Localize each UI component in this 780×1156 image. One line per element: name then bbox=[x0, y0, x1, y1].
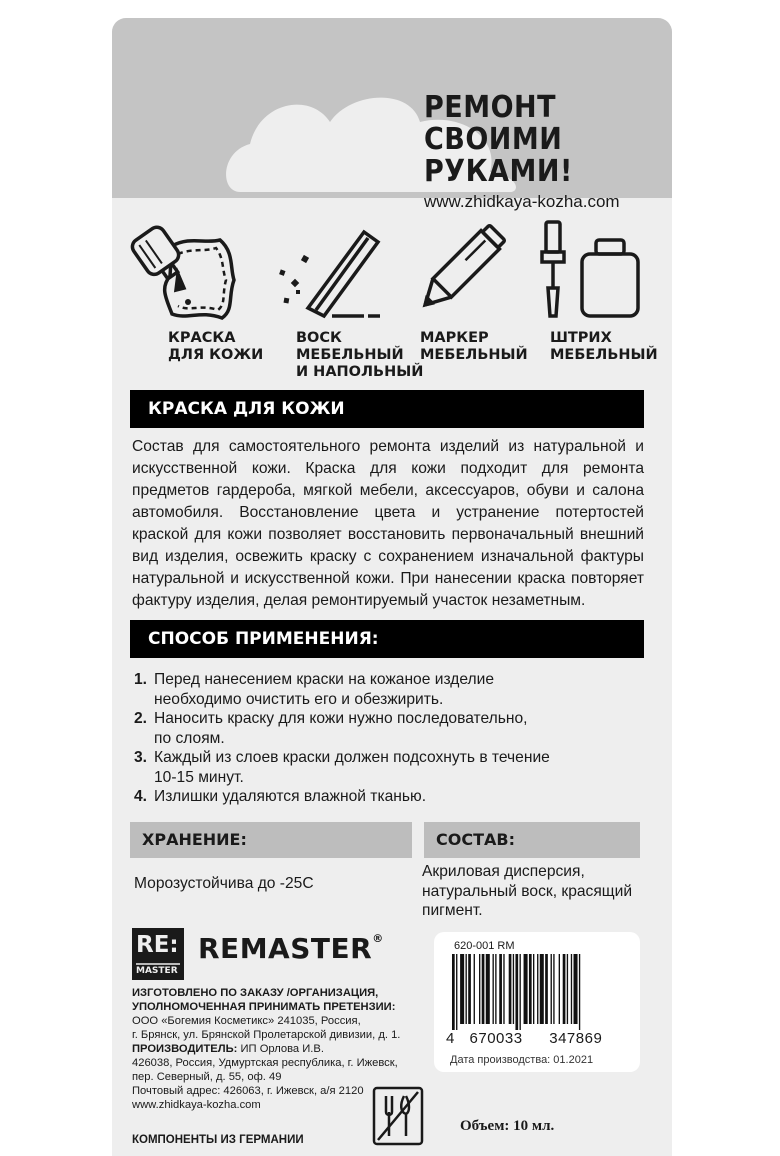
barcode-bar bbox=[551, 954, 552, 1024]
step-item bbox=[134, 748, 654, 787]
barcode-bar bbox=[499, 954, 502, 1024]
barcode-bar bbox=[540, 954, 544, 1024]
legal-line: 426038, Россия, Удмуртская республика, г. Ижевск, bbox=[132, 1057, 398, 1069]
barcode-digit-first: 4 bbox=[446, 1030, 455, 1047]
storage-title-bar: ХРАНЕНИЕ: bbox=[130, 822, 412, 858]
barcode-bar bbox=[533, 954, 534, 1024]
barcode-digits-right: 347869 bbox=[549, 1030, 603, 1047]
barcode-bar bbox=[537, 954, 538, 1024]
barcode-bar bbox=[460, 954, 464, 1024]
barcode-bar bbox=[474, 954, 475, 1024]
barcode-bar bbox=[513, 954, 514, 1024]
step-text: Наносить краску для кожи нужно последовательно, по слоям. bbox=[154, 710, 528, 747]
step-item bbox=[134, 709, 654, 748]
product-description: Состав для самостоятельного ремонта изделий из натуральной и искусственной кожи. Краска для кожи подходит для ремонта предметов гардероба, мягкой мебели, аксессуаров, обуви и салона автомобиля. Восстановление цвета и устранение потертостей краской для кожи позволяет восстановить первоначальный внешний вид изделия, освежить краску с сохранением изначальной фактуры натуральной и искусственной кожи. При нанесении краска повторяет фактуру изделия, делая ремонтируемый участок незаметным. bbox=[132, 438, 644, 609]
legal-line: Почтовый адрес: 426063, г. Ижевск, а/я 2120 bbox=[132, 1085, 364, 1097]
touch-up-bottle-icon bbox=[532, 218, 642, 323]
icon-label-marker: МАРКЕР МЕБЕЛЬНЫЙ bbox=[420, 330, 528, 363]
barcode-bar bbox=[466, 954, 467, 1024]
barcode-bar bbox=[571, 954, 572, 1024]
leather-paint-icon bbox=[130, 218, 240, 323]
step-text: Каждый из слоев краски должен подсохнуть в течение 10-15 минут. bbox=[154, 749, 550, 786]
package-back bbox=[112, 18, 672, 1156]
producer-label: ПРОИЗВОДИТЕЛЬ: bbox=[132, 1043, 238, 1055]
slogan-line-2: СВОИМИ РУКАМИ! bbox=[424, 122, 573, 189]
icon-label-touchup: ШТРИХ МЕБЕЛЬНЫЙ bbox=[550, 330, 658, 363]
step-number: 1. bbox=[134, 671, 148, 688]
barcode-bar bbox=[520, 954, 521, 1030]
legal-line: УПОЛНОМОЧЕННАЯ ПРИНИМАТЬ ПРЕТЕНЗИИ: bbox=[132, 1001, 396, 1013]
barcode-bar bbox=[468, 954, 471, 1024]
step-item bbox=[134, 670, 654, 709]
barcode-bar bbox=[486, 954, 490, 1024]
barcode-bar bbox=[563, 954, 566, 1024]
barcode-bar bbox=[559, 954, 560, 1024]
icon-label-paint: КРАСКА ДЛЯ КОЖИ bbox=[168, 330, 264, 363]
legal-line: ООО «Богемия Косметикс» 241035, Россия, bbox=[132, 1015, 361, 1027]
logo-mark-top: RE: bbox=[136, 932, 179, 958]
producer-name: ИП Орлова И.В. bbox=[237, 1043, 324, 1055]
legal-line: ИЗГОТОВЛЕНО ПО ЗАКАЗУ /ОРГАНИЗАЦИЯ, bbox=[132, 987, 379, 999]
marker-icon bbox=[402, 218, 512, 323]
usage-title-bar: СПОСОБ ПРИМЕНЕНИЯ: bbox=[130, 620, 644, 658]
site-url: www.zhidkaya-kozha.com bbox=[424, 192, 620, 211]
section-title-bar: КРАСКА ДЛЯ КОЖИ bbox=[130, 390, 644, 428]
made-in: КОМПОНЕНТЫ ИЗ ГЕРМАНИИ bbox=[132, 1134, 304, 1146]
barcode-bar bbox=[495, 954, 496, 1024]
barcode-bar bbox=[553, 954, 554, 1024]
barcode-digits-left: 670033 bbox=[469, 1030, 523, 1047]
barcode-bar bbox=[456, 954, 457, 1030]
barcode-label bbox=[434, 932, 640, 1072]
production-date: Дата производства: 01.2021 bbox=[450, 1054, 594, 1066]
barcode-icon bbox=[450, 954, 626, 1030]
barcode-bar bbox=[479, 954, 480, 1024]
composition-text: Акриловая дисперсия, натуральный воск, красящий пигмент. bbox=[422, 863, 633, 919]
barcode-bar bbox=[529, 954, 532, 1024]
barcode-bar bbox=[567, 954, 568, 1024]
barcode-bar bbox=[509, 954, 512, 1024]
step-text: Перед нанесением краски на кожаное изделие необходимо очистить его и обезжирить. bbox=[154, 671, 494, 708]
logo-mark-bottom: MASTER bbox=[136, 966, 178, 976]
legal-line: пер. Северный, д. 55, оф. 49 bbox=[132, 1071, 282, 1083]
composition-title-bar: СОСТАВ: bbox=[424, 822, 640, 858]
barcode-digits bbox=[446, 1030, 636, 1047]
volume: Объем: 10 мл. bbox=[460, 1118, 555, 1134]
barcode-bar bbox=[503, 954, 504, 1024]
barcode-bar bbox=[493, 954, 494, 1024]
barcode-bar bbox=[574, 954, 578, 1024]
product-icons bbox=[112, 218, 672, 398]
header-slogan bbox=[424, 92, 664, 212]
step-text: Излишки удаляются влажной тканью. bbox=[154, 788, 427, 805]
barcode-bar bbox=[579, 954, 580, 1030]
brand-name bbox=[198, 932, 384, 965]
barcode-bar bbox=[452, 954, 455, 1030]
icon-label-wax: ВОСК МЕБЕЛЬНЫЙ И НАПОЛЬНЫЙ bbox=[296, 330, 424, 380]
legal-line: г. Брянск, ул. Брянской Пролетарской дивизии, д. 1. bbox=[132, 1029, 401, 1041]
brand-name-text: REMASTER bbox=[198, 932, 373, 965]
barcode-bar bbox=[482, 954, 485, 1024]
barcode-bar bbox=[545, 954, 548, 1024]
step-number: 4. bbox=[134, 788, 148, 805]
brand-reg: ® bbox=[372, 932, 384, 945]
barcode-bar bbox=[524, 954, 528, 1024]
legal-line: www.zhidkaya-kozha.com bbox=[132, 1099, 261, 1111]
wax-stick-icon bbox=[272, 218, 382, 323]
not-food-safe-icon bbox=[372, 1086, 424, 1146]
barcode-bar bbox=[515, 954, 518, 1030]
remaster-logo-mark bbox=[132, 928, 184, 980]
step-number: 3. bbox=[134, 749, 148, 766]
article-code: 620-001 RM bbox=[454, 940, 515, 952]
slogan-line-1: РЕМОНТ bbox=[424, 90, 557, 125]
legal-line bbox=[132, 1042, 432, 1056]
usage-steps bbox=[134, 670, 654, 807]
storage-text: Морозустойчива до -25С bbox=[134, 875, 314, 892]
step-item bbox=[134, 787, 654, 807]
step-number: 2. bbox=[134, 710, 148, 727]
